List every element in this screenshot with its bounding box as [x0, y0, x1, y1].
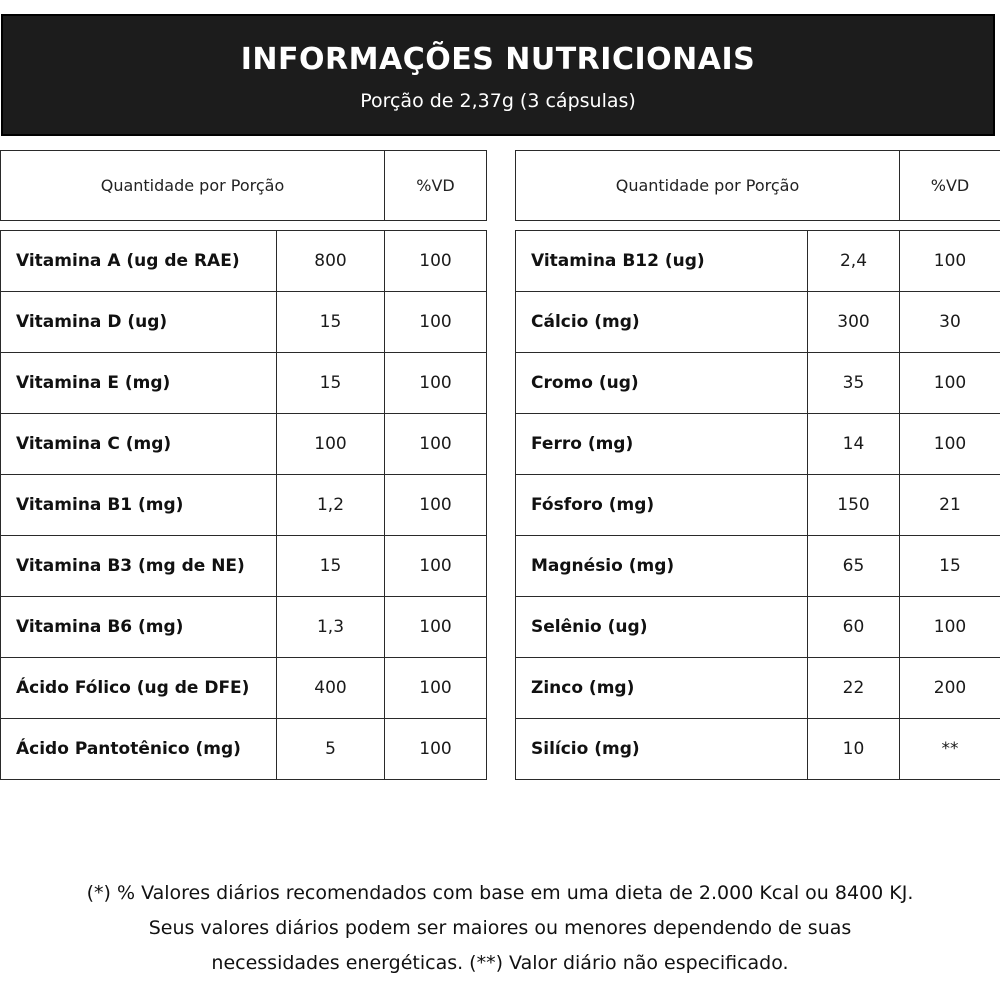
- nutrient-name: Vitamina B3 (mg de NE): [1, 536, 277, 597]
- nutrient-name: Vitamina A (ug de RAE): [1, 231, 277, 292]
- title-banner: [1, 14, 995, 136]
- table-row: [516, 353, 1000, 414]
- right-table-header: [515, 150, 1000, 221]
- nutrient-name: Ácido Pantotênico (mg): [1, 719, 277, 780]
- vd-header: %VD: [385, 151, 487, 221]
- table-row: [1, 536, 487, 597]
- footnote-line: necessidades energéticas. (**) Valor diário não especificado.: [211, 952, 789, 974]
- nutrient-amount: 65: [808, 536, 900, 597]
- nutrient-name: Zinco (mg): [516, 658, 808, 719]
- table-row: [516, 597, 1000, 658]
- nutrient-vd: 100: [900, 597, 1000, 658]
- table-row: [1, 292, 487, 353]
- table-row: [516, 292, 1000, 353]
- nutrient-name: Vitamina C (mg): [1, 414, 277, 475]
- nutrient-name: Cálcio (mg): [516, 292, 808, 353]
- nutrient-amount: 100: [277, 414, 385, 475]
- nutrient-amount: 10: [808, 719, 900, 780]
- table-row: [1, 475, 487, 536]
- nutrient-name: Magnésio (mg): [516, 536, 808, 597]
- nutrient-vd: 100: [385, 292, 487, 353]
- nutrient-vd: 100: [900, 353, 1000, 414]
- table-row: [516, 536, 1000, 597]
- nutrient-name: Vitamina B1 (mg): [1, 475, 277, 536]
- nutrient-amount: 150: [808, 475, 900, 536]
- nutrient-vd: 30: [900, 292, 1000, 353]
- nutrient-vd: **: [900, 719, 1000, 780]
- table-row: [516, 475, 1000, 536]
- nutrient-amount: 5: [277, 719, 385, 780]
- table-row: [516, 231, 1000, 292]
- nutrient-vd: 100: [900, 231, 1000, 292]
- nutrient-name: Vitamina E (mg): [1, 353, 277, 414]
- table-row: [1, 414, 487, 475]
- nutrient-vd: 100: [385, 353, 487, 414]
- left-nutrient-table: [0, 230, 487, 780]
- nutrient-name: Vitamina D (ug): [1, 292, 277, 353]
- nutrient-vd: 100: [385, 414, 487, 475]
- nutrient-vd: 100: [385, 475, 487, 536]
- nutrient-amount: 14: [808, 414, 900, 475]
- nutrient-vd: 15: [900, 536, 1000, 597]
- nutrient-vd: 21: [900, 475, 1000, 536]
- header-row: [1, 151, 487, 221]
- table-row: [516, 414, 1000, 475]
- nutrient-amount: 60: [808, 597, 900, 658]
- nutrient-amount: 15: [277, 536, 385, 597]
- footnote: [20, 876, 980, 981]
- nutrient-name: Silício (mg): [516, 719, 808, 780]
- footnote-line: Seus valores diários podem ser maiores ou menores dependendo de suas: [148, 917, 852, 939]
- header-row: [516, 151, 1000, 221]
- nutrient-amount: 300: [808, 292, 900, 353]
- nutrient-vd: 100: [385, 536, 487, 597]
- nutrient-vd: 100: [385, 719, 487, 780]
- table-row: [516, 719, 1000, 780]
- nutrient-name: Fósforo (mg): [516, 475, 808, 536]
- nutrient-name: Vitamina B12 (ug): [516, 231, 808, 292]
- nutrient-vd: 200: [900, 658, 1000, 719]
- nutrient-amount: 35: [808, 353, 900, 414]
- nutrient-amount: 2,4: [808, 231, 900, 292]
- nutrient-vd: 100: [385, 597, 487, 658]
- nutrient-amount: 800: [277, 231, 385, 292]
- nutrient-name: Ferro (mg): [516, 414, 808, 475]
- left-table-header: [0, 150, 487, 221]
- nutrient-amount: 15: [277, 292, 385, 353]
- table-row: [1, 597, 487, 658]
- table-row: [1, 353, 487, 414]
- serving-size: Porção de 2,37g (3 cápsulas): [360, 90, 636, 112]
- nutrient-amount: 400: [277, 658, 385, 719]
- table-row: [1, 658, 487, 719]
- quantity-header: Quantidade por Porção: [1, 151, 385, 221]
- nutrient-vd: 100: [900, 414, 1000, 475]
- table-row: [1, 719, 487, 780]
- nutrient-vd: 100: [385, 231, 487, 292]
- nutrient-name: Selênio (ug): [516, 597, 808, 658]
- quantity-header: Quantidade por Porção: [516, 151, 900, 221]
- nutrient-name: Ácido Fólico (ug de DFE): [1, 658, 277, 719]
- right-nutrient-table: [515, 230, 1000, 780]
- nutrient-amount: 1,2: [277, 475, 385, 536]
- nutrient-amount: 22: [808, 658, 900, 719]
- nutrient-vd: 100: [385, 658, 487, 719]
- nutrient-name: Cromo (ug): [516, 353, 808, 414]
- footnote-line: (*) % Valores diários recomendados com base em uma dieta de 2.000 Kcal ou 8400 KJ.: [86, 882, 914, 904]
- nutrient-amount: 1,3: [277, 597, 385, 658]
- page-title: INFORMAÇÕES NUTRICIONAIS: [240, 42, 756, 77]
- nutrient-name: Vitamina B6 (mg): [1, 597, 277, 658]
- table-row: [516, 658, 1000, 719]
- table-row: [1, 231, 487, 292]
- nutrient-amount: 15: [277, 353, 385, 414]
- vd-header: %VD: [900, 151, 1000, 221]
